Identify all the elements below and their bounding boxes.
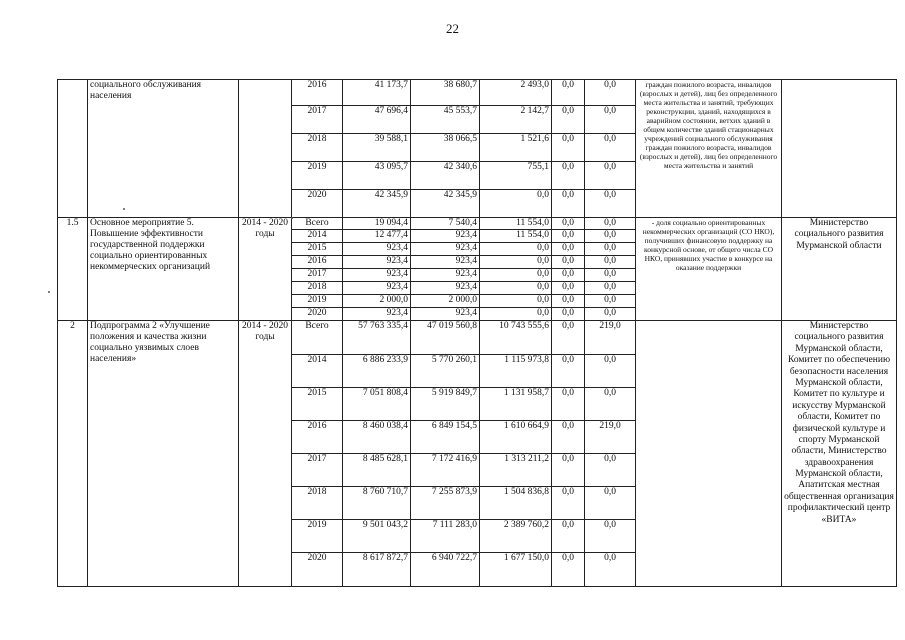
federal-cell: 2 389 760,2 xyxy=(480,520,552,553)
regional-cell: 923,4 xyxy=(411,256,480,269)
regional-cell: 7 255 873,9 xyxy=(411,487,480,520)
federal-cell: 1 115 973,8 xyxy=(480,355,552,388)
year-cell: 2014 xyxy=(292,355,343,388)
row-number xyxy=(58,80,88,218)
other-cell: 0,0 xyxy=(585,230,636,243)
total-cell: 19 094,4 xyxy=(343,218,411,230)
regional-cell: 923,4 xyxy=(411,282,480,295)
local-cell: 0,0 xyxy=(552,269,585,282)
total-cell: 39 588,1 xyxy=(343,134,411,162)
federal-cell: 0,0 xyxy=(480,282,552,295)
federal-cell: 1 313 211,2 xyxy=(480,454,552,487)
total-cell: 12 477,4 xyxy=(343,230,411,243)
federal-cell: 0,0 xyxy=(480,308,552,321)
measure-name: Подпрограмма 2 «Улучшение положения и качества жизни социально уязвимых слоев населения» xyxy=(88,321,239,587)
total-cell: 8 760 710,7 xyxy=(343,487,411,520)
federal-cell: 10 743 555,6 xyxy=(480,321,552,355)
federal-cell: 0,0 xyxy=(480,190,552,218)
indicator-cell: - доля социально ориентированных некоммерческих организаций (СО НКО), получивших финансовую поддержку на конкурсной основе, от общего числа СО НКО, принявших участие в конкурсе на оказание поддержки xyxy=(636,218,782,321)
local-cell: 0,0 xyxy=(552,106,585,134)
regional-cell: 38 680,7 xyxy=(411,80,480,106)
year-cell: 2019 xyxy=(292,520,343,553)
other-cell: 0,0 xyxy=(585,295,636,308)
federal-cell: 1 504 836,8 xyxy=(480,487,552,520)
other-cell: 219,0 xyxy=(585,421,636,454)
other-cell: 0,0 xyxy=(585,243,636,256)
year-cell: 2020 xyxy=(292,308,343,321)
local-cell: 0,0 xyxy=(552,388,585,421)
scan-speck xyxy=(291,217,293,219)
year-cell: 2017 xyxy=(292,106,343,134)
year-cell: 2014 xyxy=(292,230,343,243)
executor-cell xyxy=(782,80,897,218)
local-cell: 0,0 xyxy=(552,295,585,308)
year-cell: 2020 xyxy=(292,190,343,218)
total-cell: 923,4 xyxy=(343,256,411,269)
federal-cell: 1 131 958,7 xyxy=(480,388,552,421)
other-cell: 0,0 xyxy=(585,106,636,134)
federal-cell: 1 610 664,9 xyxy=(480,421,552,454)
local-cell: 0,0 xyxy=(552,190,585,218)
year-cell: 2018 xyxy=(292,134,343,162)
regional-cell: 923,4 xyxy=(411,243,480,256)
total-cell: 7 051 808,4 xyxy=(343,388,411,421)
local-cell: 0,0 xyxy=(552,134,585,162)
implementation-period xyxy=(239,80,292,218)
local-cell: 0,0 xyxy=(552,454,585,487)
year-cell: 2019 xyxy=(292,295,343,308)
federal-cell: 1 677 150,0 xyxy=(480,553,552,587)
page-number: 22 xyxy=(446,21,459,36)
year-cell: Всего xyxy=(292,321,343,355)
total-cell: 47 696,4 xyxy=(343,106,411,134)
total-cell: 2 000,0 xyxy=(343,295,411,308)
federal-cell: 755,1 xyxy=(480,162,552,190)
total-cell: 923,4 xyxy=(343,282,411,295)
total-cell: 6 886 233,9 xyxy=(343,355,411,388)
local-cell: 0,0 xyxy=(552,553,585,587)
indicator-cell: граждан пожилого возраста, инвалидов (взрослых и детей), лиц без определенного места жительства и занятий, требующих реконструкции, зданий, находящихся в аварийном состоянии, ветхих зданий в общем количестве зданий стационарных учреждений социального обслуживания граждан пожилого возраста, инвалидов (взрослых и детей), лиц без определенного места жительства и занятий xyxy=(636,80,782,218)
year-cell: Всего xyxy=(292,218,343,230)
measure-name: Основное мероприятие 5. Повышение эффективности государственной поддержки социально ориентированных некоммерческих организаций xyxy=(88,218,239,321)
regional-cell: 47 019 560,8 xyxy=(411,321,480,355)
local-cell: 0,0 xyxy=(552,80,585,106)
regional-cell: 2 000,0 xyxy=(411,295,480,308)
total-cell: 43 095,7 xyxy=(343,162,411,190)
local-cell: 0,0 xyxy=(552,218,585,230)
row-number: 2 xyxy=(58,321,88,587)
year-cell: 2015 xyxy=(292,388,343,421)
total-cell: 923,4 xyxy=(343,243,411,256)
total-cell: 8 460 038,4 xyxy=(343,421,411,454)
total-cell: 8 485 628,1 xyxy=(343,454,411,487)
regional-cell: 923,4 xyxy=(411,230,480,243)
table-row xyxy=(58,218,897,230)
year-cell: 2015 xyxy=(292,243,343,256)
regional-cell: 7 172 416,9 xyxy=(411,454,480,487)
scan-speck xyxy=(123,208,125,210)
other-cell: 0,0 xyxy=(585,134,636,162)
regional-cell: 6 940 722,7 xyxy=(411,553,480,587)
local-cell: 0,0 xyxy=(552,230,585,243)
local-cell: 0,0 xyxy=(552,321,585,355)
total-cell: 8 617 872,7 xyxy=(343,553,411,587)
table-row xyxy=(58,80,897,106)
federal-cell: 0,0 xyxy=(480,243,552,256)
total-cell: 42 345,9 xyxy=(343,190,411,218)
other-cell: 219,0 xyxy=(585,321,636,355)
year-cell: 2018 xyxy=(292,487,343,520)
other-cell: 0,0 xyxy=(585,282,636,295)
federal-cell: 11 554,0 xyxy=(480,230,552,243)
scan-speck xyxy=(48,291,50,293)
measure-name: социального обслуживания населения xyxy=(88,80,239,218)
year-cell: 2020 xyxy=(292,553,343,587)
regional-cell: 923,4 xyxy=(411,269,480,282)
regional-cell: 7 111 283,0 xyxy=(411,520,480,553)
program-table xyxy=(57,79,897,587)
local-cell: 0,0 xyxy=(552,308,585,321)
year-cell: 2019 xyxy=(292,162,343,190)
local-cell: 0,0 xyxy=(552,243,585,256)
other-cell: 0,0 xyxy=(585,269,636,282)
other-cell: 0,0 xyxy=(585,454,636,487)
regional-cell: 6 849 154,5 xyxy=(411,421,480,454)
implementation-period: 2014 - 2020 годы xyxy=(239,218,292,321)
regional-cell: 45 553,7 xyxy=(411,106,480,134)
implementation-period: 2014 - 2020 годы xyxy=(239,321,292,587)
other-cell: 0,0 xyxy=(585,218,636,230)
regional-cell: 42 345,9 xyxy=(411,190,480,218)
total-cell: 57 763 335,4 xyxy=(343,321,411,355)
year-cell: 2016 xyxy=(292,256,343,269)
federal-cell: 2 493,0 xyxy=(480,80,552,106)
federal-cell: 0,0 xyxy=(480,295,552,308)
total-cell: 923,4 xyxy=(343,269,411,282)
regional-cell: 7 540,4 xyxy=(411,218,480,230)
other-cell: 0,0 xyxy=(585,553,636,587)
regional-cell: 5 919 849,7 xyxy=(411,388,480,421)
regional-cell: 42 340,6 xyxy=(411,162,480,190)
local-cell: 0,0 xyxy=(552,282,585,295)
indicator-cell xyxy=(636,321,782,587)
executor-cell: Министерство социального развития Мурманской области, Комитет по обеспечению безопасности населения Мурманской области, Комитет по культуре и искусству Мурманской области, Комитет по физической культуре и спорту Мурманской области, Министерство здравоохранения Мурманской области, Апатитская местная общественная организация профилактический центр «ВИТА» xyxy=(782,321,897,587)
executor-cell: Министерство социального развития Мурманской области xyxy=(782,218,897,321)
year-cell: 2016 xyxy=(292,421,343,454)
year-cell: 2017 xyxy=(292,454,343,487)
other-cell: 0,0 xyxy=(585,256,636,269)
other-cell: 0,0 xyxy=(585,355,636,388)
other-cell: 0,0 xyxy=(585,520,636,553)
regional-cell: 5 770 260,1 xyxy=(411,355,480,388)
local-cell: 0,0 xyxy=(552,421,585,454)
table-row xyxy=(58,321,897,355)
total-cell: 41 173,7 xyxy=(343,80,411,106)
other-cell: 0,0 xyxy=(585,308,636,321)
federal-cell: 2 142,7 xyxy=(480,106,552,134)
total-cell: 923,4 xyxy=(343,308,411,321)
federal-cell: 0,0 xyxy=(480,256,552,269)
year-cell: 2016 xyxy=(292,80,343,106)
local-cell: 0,0 xyxy=(552,162,585,190)
local-cell: 0,0 xyxy=(552,355,585,388)
federal-cell: 1 521,6 xyxy=(480,134,552,162)
regional-cell: 923,4 xyxy=(411,308,480,321)
federal-cell: 0,0 xyxy=(480,269,552,282)
other-cell: 0,0 xyxy=(585,388,636,421)
local-cell: 0,0 xyxy=(552,256,585,269)
other-cell: 0,0 xyxy=(585,487,636,520)
row-number: 1.5 xyxy=(58,218,88,321)
regional-cell: 38 066,5 xyxy=(411,134,480,162)
total-cell: 9 501 043,2 xyxy=(343,520,411,553)
year-cell: 2017 xyxy=(292,269,343,282)
local-cell: 0,0 xyxy=(552,520,585,553)
other-cell: 0,0 xyxy=(585,80,636,106)
other-cell: 0,0 xyxy=(585,190,636,218)
local-cell: 0,0 xyxy=(552,487,585,520)
year-cell: 2018 xyxy=(292,282,343,295)
federal-cell: 11 554,0 xyxy=(480,218,552,230)
other-cell: 0,0 xyxy=(585,162,636,190)
